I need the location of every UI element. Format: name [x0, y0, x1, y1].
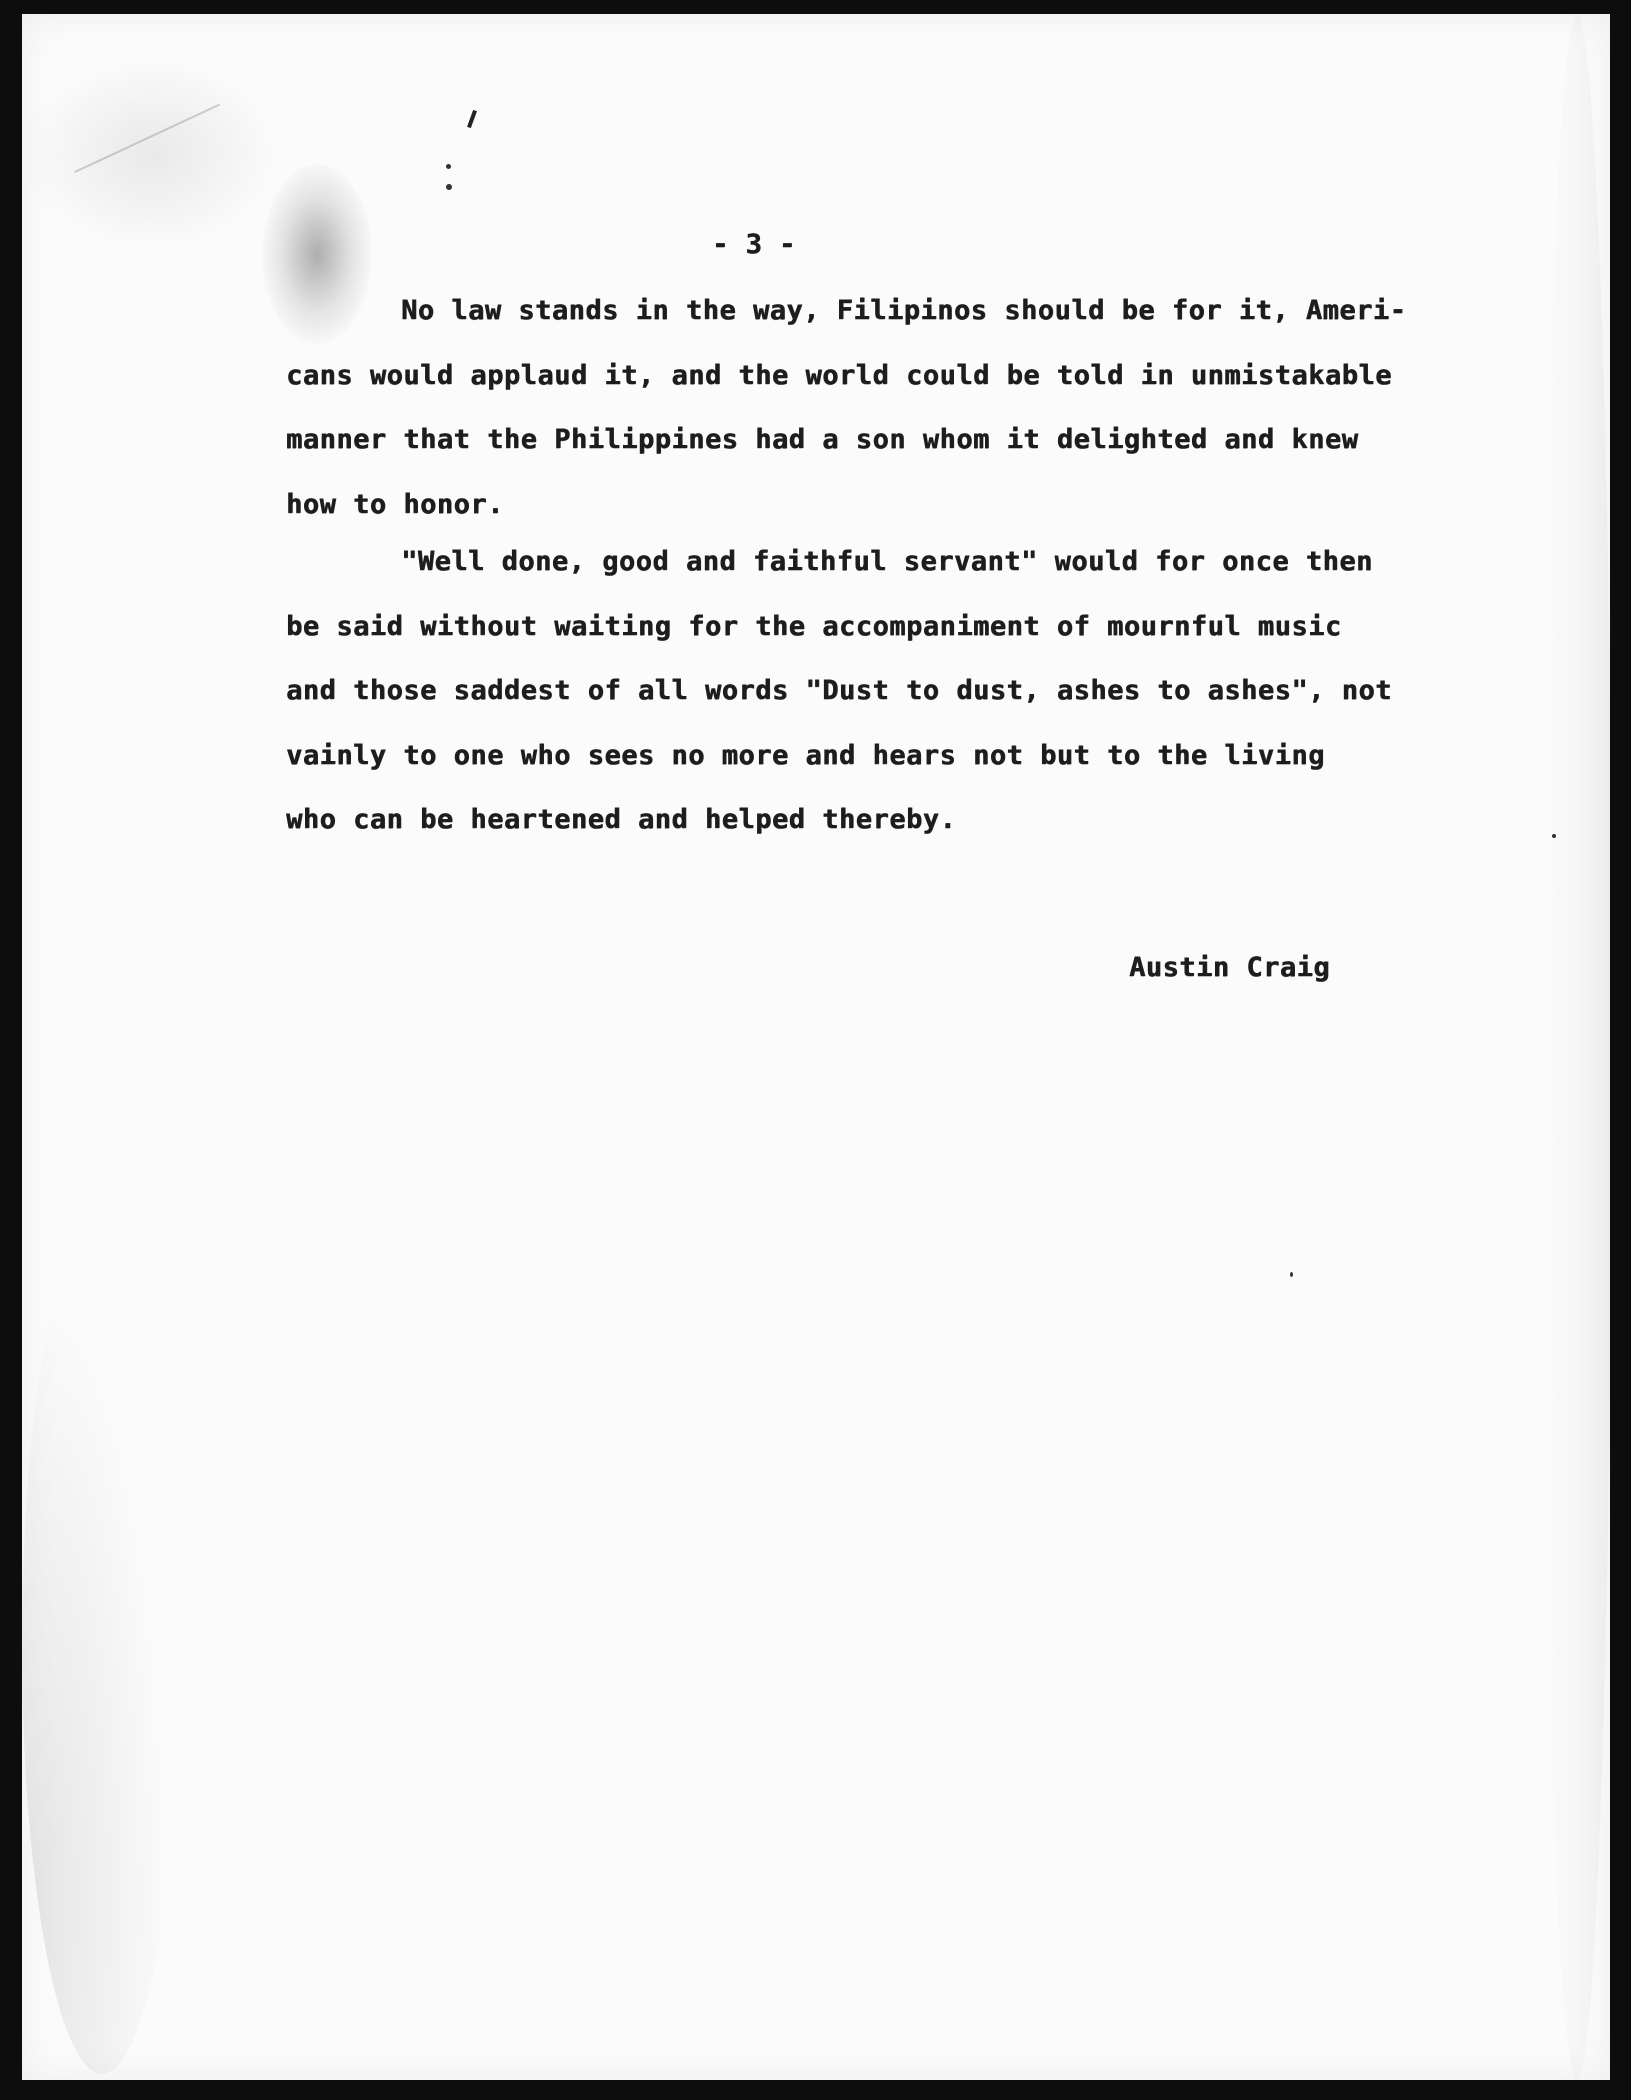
ink-speck [1290, 1272, 1293, 1277]
scan-smudge [22, 1214, 182, 2074]
text-line: and those saddest of all words "Dust to dust, ashes to ashes", not [286, 675, 1392, 706]
text-line: No law stands in the way, Filipinos should be for it, Ameri- [401, 295, 1407, 326]
text-line: cans would applaud it, and the world could be told in unmistakable [286, 359, 1392, 391]
page-number: - 3 - [712, 229, 796, 260]
text-line: vainly to one who sees no more and hears not but to the living [286, 739, 1325, 771]
document-page [22, 14, 1610, 2080]
signature: Austin Craig [1129, 952, 1331, 983]
margin-mark [74, 104, 249, 237]
ink-speck [446, 184, 452, 190]
text-line: "Well done, good and faithful servant" would for once then [401, 546, 1373, 577]
paragraph-2 [286, 530, 1586, 853]
paragraph-1 [286, 279, 1586, 537]
ink-speck [446, 164, 451, 169]
text-line: who can be heartened and helped thereby. [286, 804, 957, 835]
text-line: manner that the Philippines had a son whom it delighted and knew [286, 424, 1359, 455]
text-line: how to honor. [286, 488, 504, 520]
text-line: be said without waiting for the accompaniment of mournful music [286, 610, 1342, 642]
ink-mark [467, 110, 477, 128]
